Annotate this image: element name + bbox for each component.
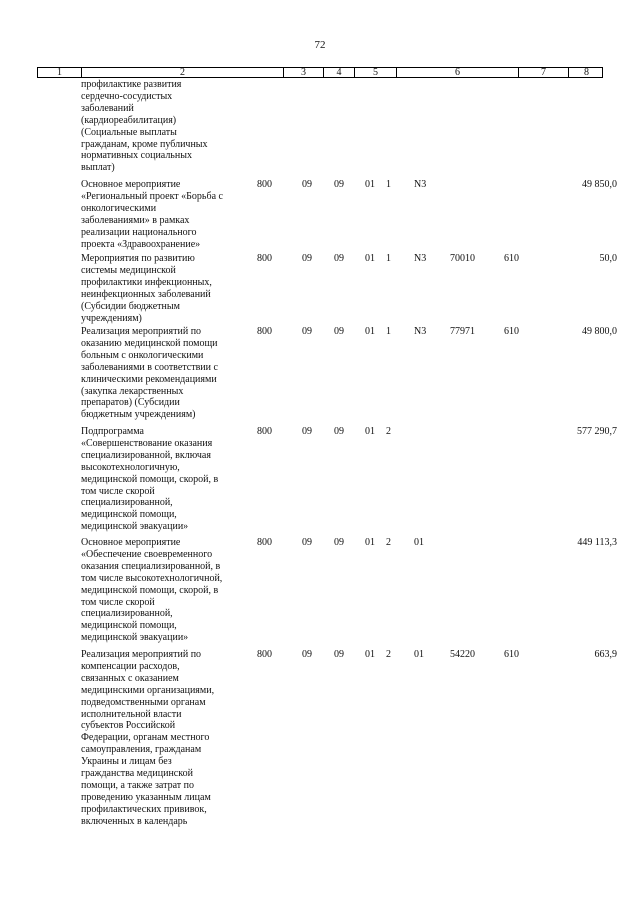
cell-col-4: 09	[302, 326, 312, 337]
row-description: Реализация мероприятий по компенсации расходов, связанных с оказанием медицинскими организациями, подведомственными органам исполнительной власти субъектов Российской Федерации, органам местного самоуправления, гражданам Украины и лицам без гражданства медицинской помощи, а также затрат по проведению указанным лицам профилактических прививок, включенных в календарь	[81, 649, 215, 827]
cell-col-7: 610	[504, 253, 519, 264]
cell-col-3: 800	[257, 649, 272, 660]
row-description: Реализация мероприятий по оказанию медицинской помощи больным с онкологическими заболеваниями в соответствии с клиническими рекомендациями (закупка лекарственных препаратов) (Субсидии бюджетным учреждениям)	[81, 326, 218, 421]
cell-col-6-a: 01	[365, 326, 375, 337]
page-number: 72	[314, 39, 326, 51]
cell-col-8: 50,0	[599, 253, 617, 264]
cell-col-3: 800	[257, 179, 272, 190]
cell-col-6-b: 2	[386, 649, 391, 660]
cell-col-3: 800	[257, 253, 272, 264]
cell-col-5: 09	[334, 179, 344, 190]
cell-col-6-a: 01	[365, 537, 375, 548]
cell-col-8: 577 290,7	[577, 426, 617, 437]
header-col-6: 6	[397, 68, 519, 77]
row-description: Основное мероприятие «Обеспечение своевременного оказания специализированной, в том числе высокотехнологичной, медицинской помощи, скорой, в том числе скорой специализированной, медицинской помощи, медицинской эвакуации»	[81, 537, 223, 644]
cell-col-6-c: N3	[414, 179, 427, 190]
cell-col-8: 49 800,0	[582, 326, 617, 337]
cell-col-7: 610	[504, 326, 519, 337]
row-description: Основное мероприятие «Региональный проект «Борьба с онкологическими заболеваниями» в рамках реализации национального проекта «Здравоохранение»	[81, 179, 223, 250]
cell-col-4: 09	[302, 179, 312, 190]
header-col-4: 4	[324, 68, 355, 77]
cell-col-6-d: 77971	[450, 326, 475, 337]
cell-col-6-b: 2	[386, 537, 391, 548]
cell-col-6-d: 54220	[450, 649, 475, 660]
table-header	[37, 67, 603, 78]
cell-col-5: 09	[334, 253, 344, 264]
cell-col-4: 09	[302, 537, 312, 548]
cell-col-6-b: 1	[386, 253, 391, 264]
cell-col-6-a: 01	[365, 426, 375, 437]
cell-col-5: 09	[334, 326, 344, 337]
row-description: Мероприятия по развитию системы медицинской профилактики инфекционных, неинфекционных заболеваний (Субсидии бюджетным учреждениям)	[81, 253, 212, 324]
cell-col-5: 09	[334, 537, 344, 548]
cell-col-8: 663,9	[594, 649, 617, 660]
header-col-5: 5	[355, 68, 397, 77]
cell-col-7: 610	[504, 649, 519, 660]
header-col-8: 8	[584, 67, 589, 78]
cell-col-8: 49 850,0	[582, 179, 617, 190]
header-col-2: 2	[82, 68, 284, 77]
cell-col-6-c: 01	[414, 537, 424, 548]
header-col-1: 1	[38, 68, 82, 77]
header-col-7: 7	[519, 68, 569, 77]
cell-col-6-a: 01	[365, 179, 375, 190]
cell-col-4: 09	[302, 426, 312, 437]
cell-col-5: 09	[334, 426, 344, 437]
header-col-3: 3	[284, 68, 324, 77]
cell-col-6-c: 01	[414, 649, 424, 660]
cell-col-6-a: 01	[365, 649, 375, 660]
cell-col-4: 09	[302, 253, 312, 264]
cell-col-3: 800	[257, 326, 272, 337]
cell-col-6-b: 1	[386, 326, 391, 337]
cell-col-6-c: N3	[414, 253, 427, 264]
cell-col-6-c: N3	[414, 326, 427, 337]
cell-col-5: 09	[334, 649, 344, 660]
cell-col-6-d: 70010	[450, 253, 475, 264]
cell-col-6-a: 01	[365, 253, 375, 264]
row-description: профилактике развития сердечно-сосудистых заболеваний (кардиореабилитация) (Социальные выплаты гражданам, кроме публичных нормативных социальных выплат)	[81, 79, 208, 174]
cell-col-3: 800	[257, 537, 272, 548]
cell-col-4: 09	[302, 649, 312, 660]
row-description: Подпрограмма «Совершенствование оказания специализированной, включая высокотехнологичную, медицинской помощи, скорой, в том числе скорой специализированной, медицинской помощи, медицинской эвакуации»	[81, 426, 219, 533]
cell-col-8: 449 113,3	[577, 537, 617, 548]
cell-col-6-b: 1	[386, 179, 391, 190]
cell-col-3: 800	[257, 426, 272, 437]
cell-col-6-b: 2	[386, 426, 391, 437]
